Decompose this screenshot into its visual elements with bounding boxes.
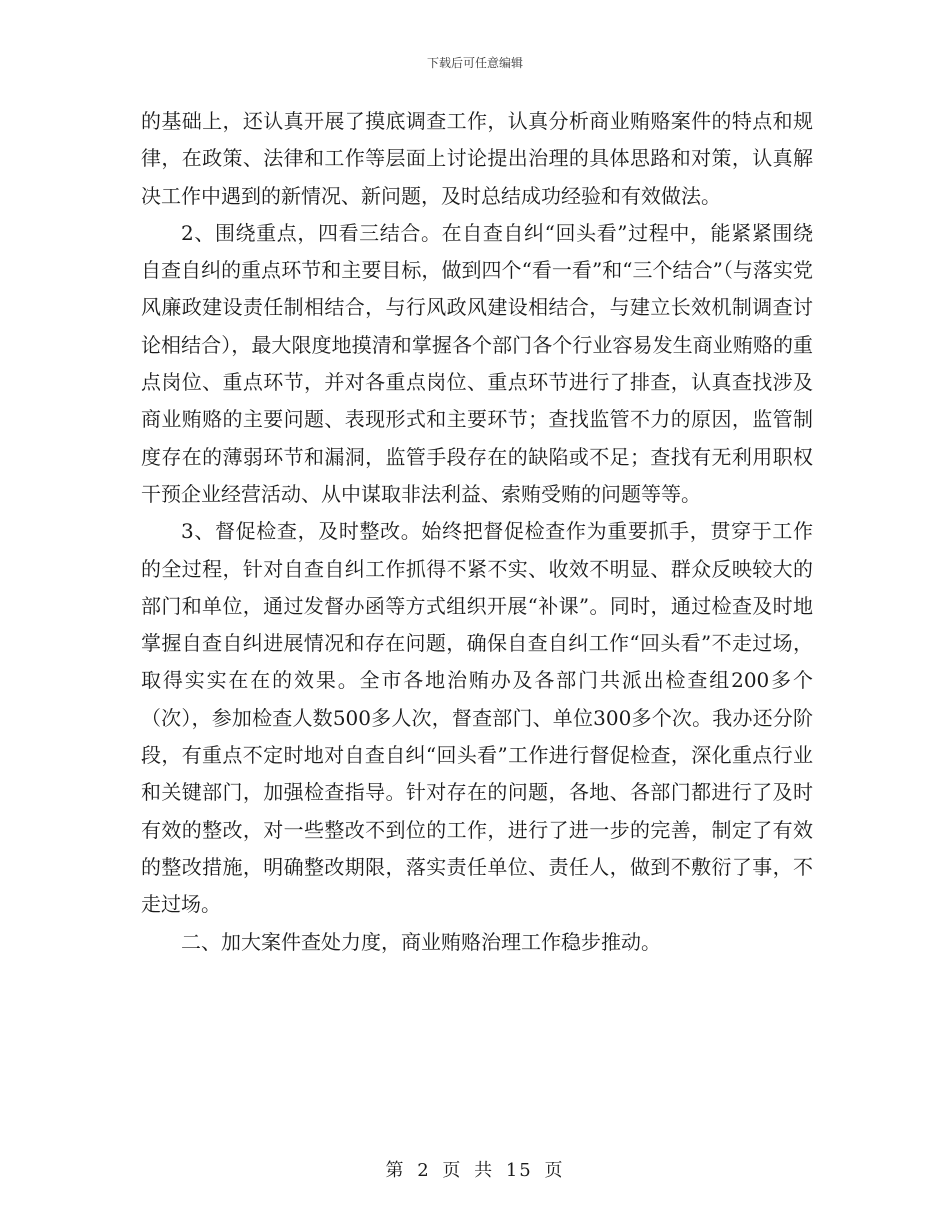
section-heading-2: 二、加大案件查处力度，商业贿赂治理工作稳步推动。 (181, 929, 661, 954)
paragraph-item-2: 2、围绕重点，四看三结合。在自查自纠“回头看”过程中，能紧紧围绕自查自纠的重点环节和主要目标，做到四个“看一看”和“三个结合”（与落实党风廉政建设责任制相结合，与行风政风建设相结合，与建立长效机制调查讨论相结合），最大限度地摸清和掌握各个部门各个行业容易发生商业贿赂的重点岗位、重点环节，并对各重点岗位、重点环节进行了排查，认真查找涉及商业贿赂的主要问题、表现形式和主要环节；查找监管不力的原因，监管制度存在的薄弱环节和漏洞，监管手段存在的缺陷或不足；查找有无利用职权干预企业经营活动、从中谋取非法利益、索贿受贿的问题等等。 (141, 220, 813, 506)
document-body (141, 103, 813, 961)
paragraph-continued: 的基础上，还认真开展了摸底调查工作，认真分析商业贿赂案件的特点和规律，在政策、法律和工作等层面上讨论提出治理的具体思路和对策，认真解决工作中遇到的新情况、新问题，及时总结成功经验和有效做法。 (141, 109, 813, 208)
page-footer: 第 2 页 共 15 页 (385, 1160, 565, 1181)
paragraph-item-3: 3、督促检查，及时整改。始终把督促检查作为重要抓手，贯穿于工作的全过程，针对自查自纠工作抓得不紧不实、收效不明显、群众反映较大的部门和单位，通过发督办函等方式组织开展“补课”。同时，通过检查及时地掌握自查自纠进展情况和存在问题，确保自查自纠工作“回头看”不走过场，取得实实在在的效果。全市各地治贿办及各部门共派出检查组200多个（次），参加检查人数500多人次，督查部门、单位300多个次。我办还分阶段，有重点不定时地对自查自纠“回头看”工作进行督促检查，深化重点行业和关键部门，加强检查指导。针对存在的问题，各地、各部门都进行了及时有效的整改，对一些整改不到位的工作，进行了进一步的完善，制定了有效的整改措施，明确整改期限，落实责任单位、责任人，做到不敷衍了事，不走过场。 (141, 519, 813, 917)
page-header: 下载后可任意编辑 (426, 56, 523, 70)
